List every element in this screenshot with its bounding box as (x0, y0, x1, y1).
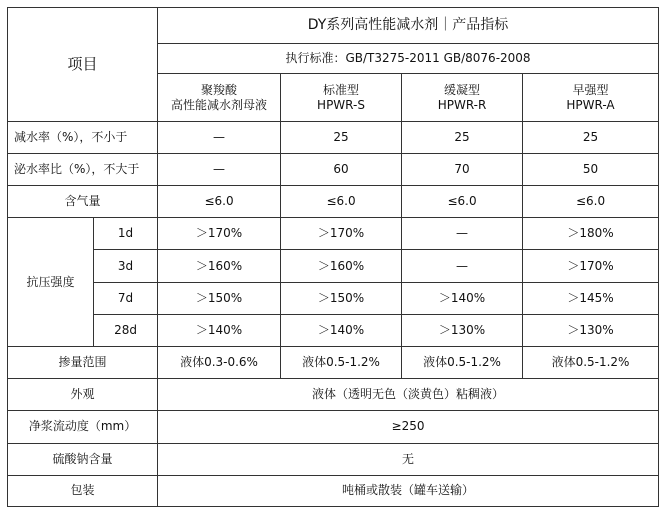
column-header-line1: 标准型 (323, 82, 360, 97)
table-row (8, 153, 659, 185)
table-cell: ＞150% (281, 282, 402, 314)
table-cell: ≤6.0 (402, 186, 523, 218)
table-cell: 液体0.5-1.2% (402, 346, 523, 378)
table-cell: — (158, 121, 281, 153)
table-cell: ≤6.0 (158, 186, 281, 218)
table-cell: 液体0.3-0.6% (158, 346, 281, 378)
table-row (8, 186, 659, 218)
column-header-line1: 聚羧酸 (201, 82, 238, 97)
table-cell: ＞180% (523, 218, 659, 250)
row-label-sodium-sulfate: 硫酸钠含量 (8, 443, 158, 475)
table-row (8, 282, 659, 314)
table-row (8, 218, 659, 250)
table-cell: 液体0.5-1.2% (523, 346, 659, 378)
table-cell: ＞140% (281, 314, 402, 346)
row-label-packaging: 包装 (8, 475, 158, 506)
table-cell: ＞140% (402, 282, 523, 314)
column-header-pce (158, 74, 281, 121)
table-cell: ＞160% (281, 250, 402, 282)
table-cell: ＞160% (158, 250, 281, 282)
age-label: 1d (94, 218, 158, 250)
table-row (8, 443, 659, 475)
column-header-line2: HPWR-R (437, 97, 487, 112)
table-cell: 无 (158, 443, 659, 475)
table-cell: ＞150% (158, 282, 281, 314)
table-cell: 吨桶或散装（罐车送输） (158, 475, 659, 506)
table-cell: 25 (402, 121, 523, 153)
table-cell: 液体0.5-1.2% (281, 346, 402, 378)
age-label: 28d (94, 314, 158, 346)
row-label-water-reduction: 减水率（%），不小于 (8, 121, 158, 153)
table-cell: ＞170% (523, 250, 659, 282)
table-cell: ≤6.0 (523, 186, 659, 218)
table-cell: 60 (281, 153, 402, 185)
table-cell: 50 (523, 153, 659, 185)
table-cell: ＞140% (158, 314, 281, 346)
table-cell: — (402, 250, 523, 282)
table-cell: ＞130% (402, 314, 523, 346)
table-cell: ＞170% (281, 218, 402, 250)
table-cell: ≤6.0 (281, 186, 402, 218)
row-label-dosage: 掺量范围 (8, 346, 158, 378)
column-header-line1: 早强型 (572, 82, 609, 97)
table-cell: ≥250 (158, 411, 659, 443)
table-cell: — (158, 153, 281, 185)
table-row (8, 250, 659, 282)
column-header-line2: HPWR-S (317, 97, 365, 112)
table-cell: 25 (281, 121, 402, 153)
table-cell: 25 (523, 121, 659, 153)
standard-line: 执行标准：GB/T3275-2011 GB/8076-2008 (158, 44, 659, 74)
column-header-line2: 高性能减水剂母液 (171, 97, 268, 112)
column-header-standard (281, 74, 402, 121)
column-header-line2: HPWR-A (566, 97, 615, 112)
table-row (8, 314, 659, 346)
table-row (8, 346, 659, 378)
table-row (8, 379, 659, 411)
row-label-appearance: 外观 (8, 379, 158, 411)
row-label-bleeding: 泌水率比（%），不大于 (8, 153, 158, 185)
table-cell: 70 (402, 153, 523, 185)
table-cell: ＞170% (158, 218, 281, 250)
spec-table (7, 7, 659, 507)
table-row (8, 121, 659, 153)
row-label-fluidity: 净浆流动度（mm） (8, 411, 158, 443)
column-header-early-strength (523, 74, 659, 121)
column-header-retarding (402, 74, 523, 121)
table-cell: ＞145% (523, 282, 659, 314)
table-row (8, 411, 659, 443)
table-title: DY系列高性能减水剂｜产品指标 (158, 8, 659, 44)
table-cell: ＞130% (523, 314, 659, 346)
age-label: 3d (94, 250, 158, 282)
table-row (8, 475, 659, 506)
age-label: 7d (94, 282, 158, 314)
row-label-air-content: 含气量 (8, 186, 158, 218)
row-label-compressive-strength: 抗压强度 (8, 218, 94, 347)
item-header: 项目 (8, 8, 158, 122)
table-cell: 液体（透明无色（淡黄色）粘稠液） (158, 379, 659, 411)
column-header-line1: 缓凝型 (444, 82, 481, 97)
table-cell: — (402, 218, 523, 250)
